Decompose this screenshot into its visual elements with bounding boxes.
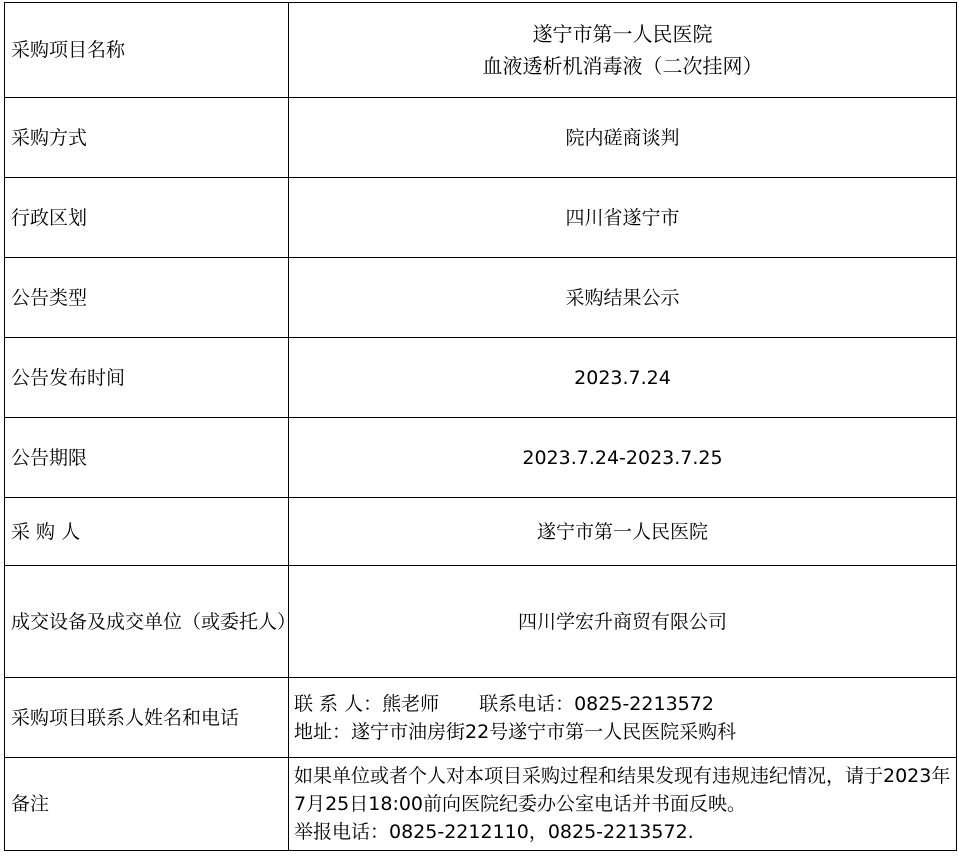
row-publish-time xyxy=(5,338,957,418)
row-period xyxy=(5,418,957,498)
row-remark xyxy=(5,758,957,851)
value-notice-type: 采购结果公示 xyxy=(289,258,957,338)
row-contact xyxy=(5,678,957,758)
contact-address: 地址：遂宁市油房街22号遂宁市第一人民医院采购科 xyxy=(294,720,737,743)
row-purchaser xyxy=(5,498,957,566)
value-method: 院内磋商谈判 xyxy=(289,98,957,178)
label-contact: 采购项目联系人姓名和电话 xyxy=(5,678,289,758)
value-purchaser: 遂宁市第一人民医院 xyxy=(289,498,957,566)
row-notice-type xyxy=(5,258,957,338)
contact-person: 联 系 人：熊老师 xyxy=(294,692,440,715)
value-region: 四川省遂宁市 xyxy=(289,178,957,258)
contact-phone: 联系电话：0825-2213572 xyxy=(479,692,714,715)
row-winner xyxy=(5,566,957,678)
project-name-line2: 血液透析机消毒液（二次挂网） xyxy=(482,54,763,78)
label-remark: 备注 xyxy=(5,758,289,851)
value-period: 2023.7.24-2023.7.25 xyxy=(289,418,957,498)
label-publish-time: 公告发布时间 xyxy=(5,338,289,418)
row-method xyxy=(5,98,957,178)
label-method: 采购方式 xyxy=(5,98,289,178)
row-project-name xyxy=(5,3,957,98)
label-period: 公告期限 xyxy=(5,418,289,498)
contact-line xyxy=(294,690,952,718)
label-purchaser: 采 购 人 xyxy=(5,498,289,566)
value-contact xyxy=(289,678,957,758)
value-project-name xyxy=(289,3,957,98)
label-region: 行政区划 xyxy=(5,178,289,258)
procurement-notice-table xyxy=(4,2,957,851)
value-remark xyxy=(289,758,957,851)
remark-report-phone: 举报电话：0825-2212110，0825-2213572. xyxy=(294,821,694,843)
label-winner: 成交设备及成交单位（或委托人） xyxy=(5,566,289,678)
value-publish-time: 2023.7.24 xyxy=(289,338,957,418)
project-name-line1: 遂宁市第一人民医院 xyxy=(532,22,713,46)
label-project-name: 采购项目名称 xyxy=(5,3,289,98)
row-region xyxy=(5,178,957,258)
value-winner: 四川学宏升商贸有限公司 xyxy=(289,566,957,678)
label-notice-type: 公告类型 xyxy=(5,258,289,338)
remark-text: 如果单位或者个人对本项目采购过程和结果发现有违规违纪情况，请于2023年7月25日18:00前向医院纪委办公室电话并书面反映。 xyxy=(294,765,951,815)
